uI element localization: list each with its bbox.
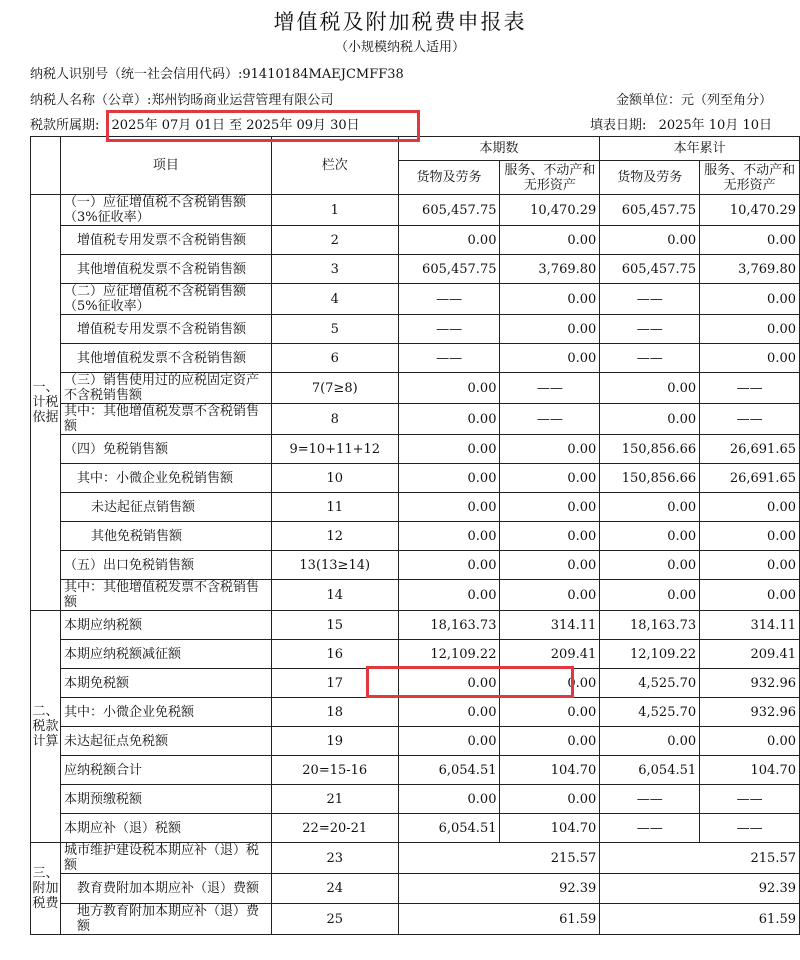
tax-period-value: 2025年 07月 01日 至 2025年 09月 30日 — [111, 118, 360, 133]
row-line-number: 13(13≥14) — [271, 551, 398, 580]
amount-cell-y2: 0.00 — [700, 522, 800, 551]
table-row — [31, 904, 800, 935]
amount-cell-y2: —— — [700, 373, 800, 404]
table-row — [31, 580, 800, 611]
header-goods: 货物及劳务 — [600, 161, 700, 195]
row-line-number: 17 — [271, 669, 398, 698]
amount-cell-y1: 18,163.73 — [600, 611, 700, 640]
amount-cell-c1: 0.00 — [398, 522, 500, 551]
amount-cell-y1: —— — [600, 284, 700, 315]
amount-cell-c2: 0.00 — [500, 464, 600, 493]
amount-cell-y2: 209.41 — [700, 640, 800, 669]
ytd-total-cell: 61.59 — [600, 904, 800, 935]
amount-cell-c1: —— — [398, 284, 500, 315]
amount-cell-c2: 0.00 — [500, 522, 600, 551]
amount-cell-c2: 0.00 — [500, 226, 600, 255]
amount-cell-y2: 0.00 — [700, 727, 800, 756]
reduction-highlight-box — [366, 666, 574, 698]
header-current: 本期数 — [398, 137, 600, 161]
amount-cell-y1: 0.00 — [600, 522, 700, 551]
amount-cell-y2: 932.96 — [700, 669, 800, 698]
table-row — [31, 756, 800, 785]
table-row — [31, 640, 800, 669]
table-row — [31, 195, 800, 226]
form-title: 增值税及附加税费申报表 — [273, 10, 527, 34]
amount-cell-y2: 26,691.65 — [700, 435, 800, 464]
table-row — [31, 727, 800, 756]
row-line-number: 23 — [271, 843, 398, 874]
table-row — [31, 785, 800, 814]
taxpayer-id-value: 91410184MAEJCMFF38 — [242, 67, 404, 82]
amount-cell-c2: 10,470.29 — [500, 195, 600, 226]
row-line-number: 12 — [271, 522, 398, 551]
amount-cell-c2: 314.11 — [500, 611, 600, 640]
table-row — [31, 226, 800, 255]
amount-cell-c1: 0.00 — [398, 727, 500, 756]
table-row — [31, 522, 800, 551]
table-row — [31, 611, 800, 640]
section-label-surcharge: 三、附加税费 — [31, 843, 61, 935]
amount-cell-y1: 605,457.75 — [600, 255, 700, 284]
current-total-cell: 92.39 — [398, 874, 600, 904]
row-item-label: 未达起征点免税额 — [60, 727, 271, 756]
amount-cell-y2: 932.96 — [700, 698, 800, 727]
amount-cell-c1: 0.00 — [398, 698, 500, 727]
amount-cell-c2: 104.70 — [500, 756, 600, 785]
table-row — [31, 404, 800, 435]
row-item-label: 本期应补（退）税额 — [60, 814, 271, 843]
amount-cell-c2: 0.00 — [500, 493, 600, 522]
amount-cell-c2: 104.70 — [500, 814, 600, 843]
amount-cell-y2: 0.00 — [700, 580, 800, 611]
current-total-cell: 215.57 — [398, 843, 600, 874]
header-item: 项目 — [60, 137, 271, 195]
amount-cell-y2: 0.00 — [700, 226, 800, 255]
row-line-number: 25 — [271, 904, 398, 935]
row-item-label: 其他增值税发票不含税销售额 — [60, 255, 271, 284]
table-row — [31, 464, 800, 493]
row-line-number: 24 — [271, 874, 398, 904]
amount-cell-y2: 0.00 — [700, 493, 800, 522]
row-line-number: 15 — [271, 611, 398, 640]
row-item-label: 城市维护建设税本期应补（退）税额 — [60, 843, 271, 874]
table-row — [31, 698, 800, 727]
amount-cell-y1: 0.00 — [600, 373, 700, 404]
amount-cell-c2: 0.00 — [500, 551, 600, 580]
amount-cell-c1: 12,109.22 — [398, 640, 500, 669]
amount-cell-y1: 0.00 — [600, 404, 700, 435]
row-line-number: 18 — [271, 698, 398, 727]
amount-cell-y2: 10,470.29 — [700, 195, 800, 226]
row-line-number: 6 — [271, 344, 398, 373]
row-item-label: 本期应纳税额 — [60, 611, 271, 640]
amount-unit: 金额单位：元（列至角分） — [615, 93, 772, 108]
amount-cell-c2: 0.00 — [500, 727, 600, 756]
row-item-label: 本期免税额 — [60, 669, 271, 698]
amount-cell-c1: 0.00 — [398, 580, 500, 611]
amount-cell-c2: 3,769.80 — [500, 255, 600, 284]
amount-cell-c1: 0.00 — [398, 435, 500, 464]
row-line-number: 20=15-16 — [271, 756, 398, 785]
amount-cell-c2: 0.00 — [500, 344, 600, 373]
row-line-number: 3 — [271, 255, 398, 284]
amount-cell-y2: 3,769.80 — [700, 255, 800, 284]
amount-cell-y1: 0.00 — [600, 580, 700, 611]
row-line-number: 4 — [271, 284, 398, 315]
row-line-number: 19 — [271, 727, 398, 756]
row-item-label: 增值税专用发票不含税销售额 — [60, 226, 271, 255]
amount-cell-y2: 0.00 — [700, 315, 800, 344]
amount-cell-c2: 0.00 — [500, 580, 600, 611]
row-line-number: 9=10+11+12 — [271, 435, 398, 464]
ytd-total-cell: 215.57 — [600, 843, 800, 874]
amount-cell-c1: 605,457.75 — [398, 195, 500, 226]
row-item-label: （二）应征增值税不含税销售额（5%征收率） — [60, 284, 271, 315]
amount-cell-c1: 0.00 — [398, 464, 500, 493]
row-line-number: 2 — [271, 226, 398, 255]
row-line-number: 22=20-21 — [271, 814, 398, 843]
amount-cell-y1: 150,856.66 — [600, 464, 700, 493]
amount-cell-y1: 0.00 — [600, 493, 700, 522]
table-row — [31, 315, 800, 344]
table-row — [31, 344, 800, 373]
table-row — [31, 843, 800, 874]
period-highlight-box — [106, 110, 420, 142]
taxpayer-id-row — [30, 63, 404, 82]
section-label-tax-calc: 二、税款计算 — [31, 611, 61, 843]
amount-cell-y1: 150,856.66 — [600, 435, 700, 464]
row-line-number: 21 — [271, 785, 398, 814]
amount-cell-c1: 0.00 — [398, 493, 500, 522]
amount-cell-y1: —— — [600, 814, 700, 843]
amount-cell-y1: —— — [600, 785, 700, 814]
taxpayer-name-row — [30, 89, 333, 108]
amount-cell-c1: 0.00 — [398, 226, 500, 255]
fill-date-value: 2025年 10月 10日 — [658, 118, 772, 133]
amount-cell-y1: 6,054.51 — [600, 756, 700, 785]
amount-cell-y1: —— — [600, 315, 700, 344]
row-line-number: 1 — [271, 195, 398, 226]
amount-cell-y1: 0.00 — [600, 551, 700, 580]
amount-cell-c1: 605,457.75 — [398, 255, 500, 284]
row-item-label: （四）免税销售额 — [60, 435, 271, 464]
amount-cell-y2: 104.70 — [700, 756, 800, 785]
row-item-label: 其中：小微企业免税销售额 — [60, 464, 271, 493]
row-item-label: （一）应征增值税不含税销售额（3%征收率） — [60, 195, 271, 226]
amount-cell-y1: 4,525.70 — [600, 669, 700, 698]
amount-cell-c2: 0.00 — [500, 284, 600, 315]
amount-cell-c2: 0.00 — [500, 785, 600, 814]
amount-cell-c1: 0.00 — [398, 669, 500, 698]
row-item-label: 本期应纳税额减征额 — [60, 640, 271, 669]
row-item-label: 地方教育附加本期应补（退）费额 — [60, 904, 271, 935]
amount-cell-c2: —— — [500, 373, 600, 404]
amount-cell-c2: —— — [500, 404, 600, 435]
header-line: 栏次 — [271, 137, 398, 195]
declaration-table — [30, 136, 800, 935]
row-item-label: 其中：其他增值税发票不含税销售额 — [60, 404, 271, 435]
row-item-label: 本期预缴税额 — [60, 785, 271, 814]
row-line-number: 14 — [271, 580, 398, 611]
amount-cell-c1: 6,054.51 — [398, 756, 500, 785]
amount-cell-c1: —— — [398, 344, 500, 373]
header-goods: 货物及劳务 — [398, 161, 500, 195]
amount-cell-c1: —— — [398, 315, 500, 344]
amount-cell-y2: —— — [700, 814, 800, 843]
fill-date-label: 填表日期: — [590, 118, 647, 133]
row-item-label: 其他免税销售额 — [60, 522, 271, 551]
table-row — [31, 435, 800, 464]
amount-cell-c1: 0.00 — [398, 404, 500, 435]
tax-period-label: 税款所属期: — [30, 118, 100, 133]
row-item-label: 其中：其他增值税发票不含税销售额 — [60, 580, 271, 611]
row-line-number: 8 — [271, 404, 398, 435]
table-row — [31, 551, 800, 580]
table-row — [31, 493, 800, 522]
taxpayer-id-label: 纳税人识别号（统一社会信用代码）: — [30, 67, 243, 82]
amount-cell-y2: 0.00 — [700, 551, 800, 580]
row-item-label: 教育费附加本期应补（退）费额 — [60, 874, 271, 904]
amount-cell-y2: 26,691.65 — [700, 464, 800, 493]
row-line-number: 7(7≥8) — [271, 373, 398, 404]
row-item-label: 其他增值税发票不含税销售额 — [60, 344, 271, 373]
row-item-label: 未达起征点销售额 — [60, 493, 271, 522]
amount-cell-y1: 605,457.75 — [600, 195, 700, 226]
current-total-cell: 61.59 — [398, 904, 600, 935]
amount-cell-c1: 0.00 — [398, 551, 500, 580]
amount-cell-c1: 0.00 — [398, 785, 500, 814]
amount-cell-y1: 0.00 — [600, 727, 700, 756]
amount-cell-c2: 0.00 — [500, 315, 600, 344]
row-line-number: 11 — [271, 493, 398, 522]
row-line-number: 16 — [271, 640, 398, 669]
amount-cell-c2: 0.00 — [500, 698, 600, 727]
amount-cell-y2: —— — [700, 404, 800, 435]
header-ytd: 本年累计 — [600, 137, 800, 161]
form-subtitle: （小规模纳税人适用） — [334, 40, 465, 55]
amount-cell-c2: 0.00 — [500, 669, 600, 698]
header-blank-cell — [31, 137, 61, 195]
row-line-number: 5 — [271, 315, 398, 344]
fill-date-row — [590, 114, 772, 133]
ytd-total-cell: 92.39 — [600, 874, 800, 904]
amount-cell-y1: 0.00 — [600, 226, 700, 255]
amount-cell-c1: 18,163.73 — [398, 611, 500, 640]
amount-cell-y1: 4,525.70 — [600, 698, 700, 727]
row-item-label: 增值税专用发票不含税销售额 — [60, 315, 271, 344]
row-item-label: （五）出口免税销售额 — [60, 551, 271, 580]
amount-cell-c2: 0.00 — [500, 435, 600, 464]
amount-cell-y1: —— — [600, 344, 700, 373]
taxpayer-name-value: 郑州钧旸商业运营管理有限公司 — [151, 93, 334, 108]
table-row — [31, 255, 800, 284]
header-services: 服务、不动产和无形资产 — [500, 161, 600, 195]
table-row — [31, 284, 800, 315]
taxpayer-name-label: 纳税人名称（公章）: — [30, 93, 152, 108]
row-line-number: 10 — [271, 464, 398, 493]
amount-cell-c1: 6,054.51 — [398, 814, 500, 843]
table-row — [31, 814, 800, 843]
amount-cell-y2: 314.11 — [700, 611, 800, 640]
amount-cell-y2: —— — [700, 785, 800, 814]
table-row — [31, 874, 800, 904]
section-label-tax-basis: 一、计税依据 — [31, 195, 61, 611]
amount-cell-y2: 0.00 — [700, 284, 800, 315]
header-services: 服务、不动产和无形资产 — [700, 161, 800, 195]
amount-cell-y1: 12,109.22 — [600, 640, 700, 669]
amount-cell-c2: 209.41 — [500, 640, 600, 669]
row-item-label: （三）销售使用过的应税固定资产不含税销售额 — [60, 373, 271, 404]
amount-cell-y2: 0.00 — [700, 344, 800, 373]
table-row — [31, 373, 800, 404]
row-item-label: 应纳税额合计 — [60, 756, 271, 785]
row-item-label: 其中：小微企业免税额 — [60, 698, 271, 727]
amount-cell-c1: 0.00 — [398, 373, 500, 404]
